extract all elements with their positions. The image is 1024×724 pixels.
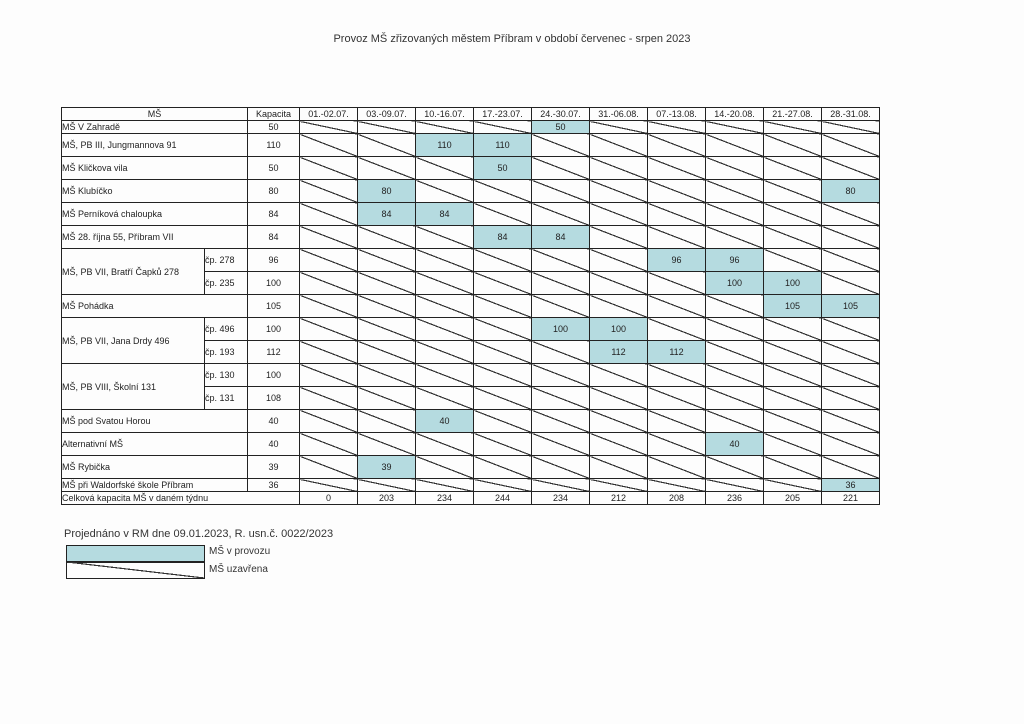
week-cell-closed <box>474 272 532 295</box>
week-cell-closed <box>764 364 822 387</box>
capacity-cell: 100 <box>248 272 300 295</box>
legend-open-label: MŠ v provozu <box>209 546 271 557</box>
week-cell-closed <box>474 249 532 272</box>
building-number: čp. 130 <box>205 364 248 387</box>
capacity-cell: 96 <box>248 249 300 272</box>
capacity-cell: 36 <box>248 479 300 492</box>
week-cell-closed <box>532 341 590 364</box>
week-cell-closed <box>590 456 648 479</box>
week-cell-closed <box>822 433 880 456</box>
capacity-cell: 84 <box>248 203 300 226</box>
week-cell-closed <box>706 295 764 318</box>
week-cell-closed <box>416 157 474 180</box>
week-cell-closed <box>358 157 416 180</box>
header-week: 17.-23.07. <box>474 108 532 121</box>
totals-label: Celková kapacita MŠ v daném týdnu <box>62 492 300 505</box>
week-cell-closed <box>648 364 706 387</box>
week-cell-closed <box>416 226 474 249</box>
school-name: MŠ Kličkova vila <box>62 157 248 180</box>
week-cell-closed <box>706 226 764 249</box>
capacity-cell: 40 <box>248 410 300 433</box>
week-cell-closed <box>648 134 706 157</box>
week-cell-closed <box>764 318 822 341</box>
capacity-cell: 40 <box>248 433 300 456</box>
week-cell-closed <box>764 387 822 410</box>
week-cell-open: 112 <box>648 341 706 364</box>
capacity-cell: 39 <box>248 456 300 479</box>
building-number: čp. 496 <box>205 318 248 341</box>
week-cell-closed <box>300 364 358 387</box>
week-cell-closed <box>416 121 474 134</box>
week-cell-open: 84 <box>416 203 474 226</box>
week-cell-closed <box>706 157 764 180</box>
week-cell-closed <box>764 134 822 157</box>
week-cell-closed <box>764 203 822 226</box>
week-cell-open: 96 <box>706 249 764 272</box>
header-week: 21.-27.08. <box>764 108 822 121</box>
table-row <box>62 456 880 479</box>
week-cell-closed <box>474 121 532 134</box>
capacity-cell: 100 <box>248 364 300 387</box>
week-cell-closed <box>764 226 822 249</box>
school-name: MŠ Rybička <box>62 456 248 479</box>
table-row <box>62 226 880 249</box>
header-capacity: Kapacita <box>248 108 300 121</box>
week-cell-open: 100 <box>706 272 764 295</box>
week-cell-open: 40 <box>706 433 764 456</box>
week-cell-closed <box>648 157 706 180</box>
week-cell-closed <box>358 387 416 410</box>
week-cell-open: 84 <box>358 203 416 226</box>
week-cell-closed <box>822 410 880 433</box>
week-cell-closed <box>590 226 648 249</box>
total-value: 208 <box>648 492 706 505</box>
week-cell-closed <box>358 272 416 295</box>
capacity-cell: 110 <box>248 134 300 157</box>
table-row <box>62 180 880 203</box>
week-cell-closed <box>706 479 764 492</box>
week-cell-closed <box>764 456 822 479</box>
week-cell-closed <box>822 134 880 157</box>
week-cell-closed <box>358 226 416 249</box>
week-cell-closed <box>590 180 648 203</box>
week-cell-open: 112 <box>590 341 648 364</box>
schedule-table <box>61 107 880 505</box>
week-cell-closed <box>648 318 706 341</box>
school-name: MŠ, PB III, Jungmannova 91 <box>62 134 248 157</box>
table-row <box>62 364 880 387</box>
capacity-cell: 84 <box>248 226 300 249</box>
header-week: 01.-02.07. <box>300 108 358 121</box>
week-cell-closed <box>300 157 358 180</box>
week-cell-closed <box>764 121 822 134</box>
week-cell-closed <box>706 203 764 226</box>
total-value: 0 <box>300 492 358 505</box>
header-week: 07.-13.08. <box>648 108 706 121</box>
week-cell-closed <box>590 249 648 272</box>
week-cell-closed <box>358 479 416 492</box>
total-value: 212 <box>590 492 648 505</box>
week-cell-closed <box>822 249 880 272</box>
week-cell-closed <box>300 341 358 364</box>
week-cell-closed <box>532 249 590 272</box>
week-cell-closed <box>300 121 358 134</box>
week-cell-closed <box>474 341 532 364</box>
week-cell-closed <box>590 121 648 134</box>
week-cell-closed <box>532 180 590 203</box>
week-cell-closed <box>474 364 532 387</box>
week-cell-closed <box>648 410 706 433</box>
week-cell-closed <box>590 387 648 410</box>
page-title: Provoz MŠ zřizovaných městem Příbram v období červenec - srpen 2023 <box>333 33 691 45</box>
building-number: čp. 193 <box>205 341 248 364</box>
capacity-cell: 112 <box>248 341 300 364</box>
week-cell-closed <box>764 410 822 433</box>
header-row <box>62 108 880 121</box>
week-cell-closed <box>532 479 590 492</box>
week-cell-closed <box>532 134 590 157</box>
legend-closed-swatch <box>66 561 205 579</box>
school-name: MŠ Pohádka <box>62 295 248 318</box>
week-cell-closed <box>590 272 648 295</box>
week-cell-closed <box>648 295 706 318</box>
week-cell-closed <box>300 433 358 456</box>
week-cell-open: 80 <box>822 180 880 203</box>
week-cell-closed <box>822 341 880 364</box>
week-cell-closed <box>764 180 822 203</box>
week-cell-closed <box>706 387 764 410</box>
week-cell-closed <box>590 134 648 157</box>
week-cell-open: 100 <box>590 318 648 341</box>
week-cell-closed <box>706 341 764 364</box>
week-cell-open: 80 <box>358 180 416 203</box>
week-cell-closed <box>590 157 648 180</box>
week-cell-closed <box>300 479 358 492</box>
week-cell-closed <box>648 387 706 410</box>
week-cell-closed <box>764 249 822 272</box>
table-row <box>62 433 880 456</box>
week-cell-closed <box>648 433 706 456</box>
week-cell-open: 105 <box>764 295 822 318</box>
week-cell-closed <box>532 364 590 387</box>
school-name: MŠ 28. října 55, Příbram VII <box>62 226 248 249</box>
week-cell-closed <box>474 433 532 456</box>
week-cell-closed <box>300 456 358 479</box>
week-cell-open: 39 <box>358 456 416 479</box>
week-cell-closed <box>764 341 822 364</box>
week-cell-closed <box>416 479 474 492</box>
week-cell-closed <box>416 180 474 203</box>
capacity-cell: 50 <box>248 157 300 180</box>
week-cell-closed <box>358 364 416 387</box>
table-row <box>62 134 880 157</box>
legend-closed-label: MŠ uzavřena <box>209 564 268 575</box>
week-cell-closed <box>706 180 764 203</box>
header-school: MŠ <box>62 108 248 121</box>
table-row <box>62 479 880 492</box>
week-cell-closed <box>532 272 590 295</box>
school-name: MŠ pod Svatou Horou <box>62 410 248 433</box>
week-cell-closed <box>590 479 648 492</box>
week-cell-closed <box>358 410 416 433</box>
header-week: 14.-20.08. <box>706 108 764 121</box>
week-cell-closed <box>706 364 764 387</box>
week-cell-open: 100 <box>764 272 822 295</box>
week-cell-closed <box>300 249 358 272</box>
school-name: MŠ Perníková chaloupka <box>62 203 248 226</box>
capacity-cell: 105 <box>248 295 300 318</box>
week-cell-closed <box>648 203 706 226</box>
header-week: 03.-09.07. <box>358 108 416 121</box>
total-value: 234 <box>532 492 590 505</box>
week-cell-closed <box>416 364 474 387</box>
week-cell-closed <box>532 295 590 318</box>
week-cell-closed <box>358 295 416 318</box>
school-name: MŠ V Zahradě <box>62 121 248 134</box>
table-row <box>62 121 880 134</box>
week-cell-closed <box>648 272 706 295</box>
week-cell-closed <box>648 180 706 203</box>
week-cell-closed <box>416 249 474 272</box>
week-cell-closed <box>358 121 416 134</box>
week-cell-closed <box>474 410 532 433</box>
header-week: 10.-16.07. <box>416 108 474 121</box>
capacity-cell: 108 <box>248 387 300 410</box>
week-cell-closed <box>822 387 880 410</box>
school-name: MŠ Klubíčko <box>62 180 248 203</box>
week-cell-closed <box>416 318 474 341</box>
capacity-cell: 50 <box>248 121 300 134</box>
week-cell-closed <box>474 479 532 492</box>
week-cell-open: 84 <box>474 226 532 249</box>
week-cell-closed <box>532 203 590 226</box>
header-week: 31.-06.08. <box>590 108 648 121</box>
week-cell-closed <box>764 157 822 180</box>
week-cell-closed <box>590 364 648 387</box>
table-row <box>62 295 880 318</box>
building-number: čp. 235 <box>205 272 248 295</box>
approval-note: Projednáno v RM dne 09.01.2023, R. usn.č. 0022/2023 <box>64 528 334 540</box>
total-value: 236 <box>706 492 764 505</box>
week-cell-closed <box>416 387 474 410</box>
week-cell-open: 50 <box>532 121 590 134</box>
week-cell-closed <box>416 295 474 318</box>
week-cell-closed <box>822 364 880 387</box>
week-cell-closed <box>822 226 880 249</box>
week-cell-closed <box>474 203 532 226</box>
week-cell-closed <box>474 456 532 479</box>
header-week: 24.-30.07. <box>532 108 590 121</box>
week-cell-closed <box>300 203 358 226</box>
week-cell-closed <box>474 180 532 203</box>
week-cell-open: 110 <box>474 134 532 157</box>
week-cell-closed <box>358 341 416 364</box>
week-cell-closed <box>706 456 764 479</box>
week-cell-closed <box>822 121 880 134</box>
week-cell-closed <box>822 203 880 226</box>
building-number: čp. 278 <box>205 249 248 272</box>
week-cell-closed <box>300 387 358 410</box>
week-cell-closed <box>416 272 474 295</box>
week-cell-closed <box>706 410 764 433</box>
week-cell-open: 50 <box>474 157 532 180</box>
week-cell-closed <box>416 341 474 364</box>
week-cell-closed <box>706 318 764 341</box>
week-cell-closed <box>706 121 764 134</box>
week-cell-closed <box>358 433 416 456</box>
week-cell-closed <box>822 456 880 479</box>
week-cell-closed <box>300 226 358 249</box>
week-cell-closed <box>300 180 358 203</box>
week-cell-open: 40 <box>416 410 474 433</box>
building-number: čp. 131 <box>205 387 248 410</box>
total-value: 205 <box>764 492 822 505</box>
week-cell-closed <box>532 157 590 180</box>
week-cell-closed <box>474 387 532 410</box>
week-cell-closed <box>706 134 764 157</box>
table-row <box>62 203 880 226</box>
week-cell-open: 105 <box>822 295 880 318</box>
week-cell-closed <box>648 479 706 492</box>
totals-row <box>62 492 880 505</box>
week-cell-closed <box>474 318 532 341</box>
week-cell-closed <box>300 295 358 318</box>
table-row <box>62 410 880 433</box>
school-name: MŠ, PB VII, Jana Drdy 496 <box>62 318 205 364</box>
week-cell-closed <box>648 456 706 479</box>
week-cell-open: 110 <box>416 134 474 157</box>
week-cell-closed <box>590 203 648 226</box>
capacity-cell: 100 <box>248 318 300 341</box>
total-value: 244 <box>474 492 532 505</box>
total-value: 203 <box>358 492 416 505</box>
table-row <box>62 318 880 341</box>
week-cell-closed <box>764 433 822 456</box>
week-cell-closed <box>358 249 416 272</box>
week-cell-open: 96 <box>648 249 706 272</box>
week-cell-closed <box>358 134 416 157</box>
header-week: 28.-31.08. <box>822 108 880 121</box>
week-cell-closed <box>300 318 358 341</box>
table-row <box>62 249 880 272</box>
week-cell-open: 100 <box>532 318 590 341</box>
total-value: 234 <box>416 492 474 505</box>
week-cell-closed <box>474 295 532 318</box>
week-cell-closed <box>590 410 648 433</box>
school-name: MŠ, PB VII, Bratří Čapků 278 <box>62 249 205 295</box>
week-cell-closed <box>822 272 880 295</box>
capacity-cell: 80 <box>248 180 300 203</box>
week-cell-closed <box>416 433 474 456</box>
total-value: 221 <box>822 492 880 505</box>
school-name: MŠ, PB VIII, Školní 131 <box>62 364 205 410</box>
table-row <box>62 157 880 180</box>
school-name: MŠ při Waldorfské škole Příbram <box>62 479 248 492</box>
week-cell-closed <box>300 134 358 157</box>
week-cell-closed <box>590 433 648 456</box>
week-cell-closed <box>822 318 880 341</box>
week-cell-open: 84 <box>532 226 590 249</box>
week-cell-closed <box>416 456 474 479</box>
week-cell-closed <box>532 433 590 456</box>
school-name: Alternativní MŠ <box>62 433 248 456</box>
week-cell-closed <box>358 318 416 341</box>
week-cell-closed <box>532 410 590 433</box>
week-cell-closed <box>648 121 706 134</box>
week-cell-open: 36 <box>822 479 880 492</box>
week-cell-closed <box>590 295 648 318</box>
week-cell-closed <box>648 226 706 249</box>
week-cell-closed <box>822 157 880 180</box>
week-cell-closed <box>764 479 822 492</box>
week-cell-closed <box>300 272 358 295</box>
week-cell-closed <box>300 410 358 433</box>
week-cell-closed <box>532 387 590 410</box>
week-cell-closed <box>532 456 590 479</box>
